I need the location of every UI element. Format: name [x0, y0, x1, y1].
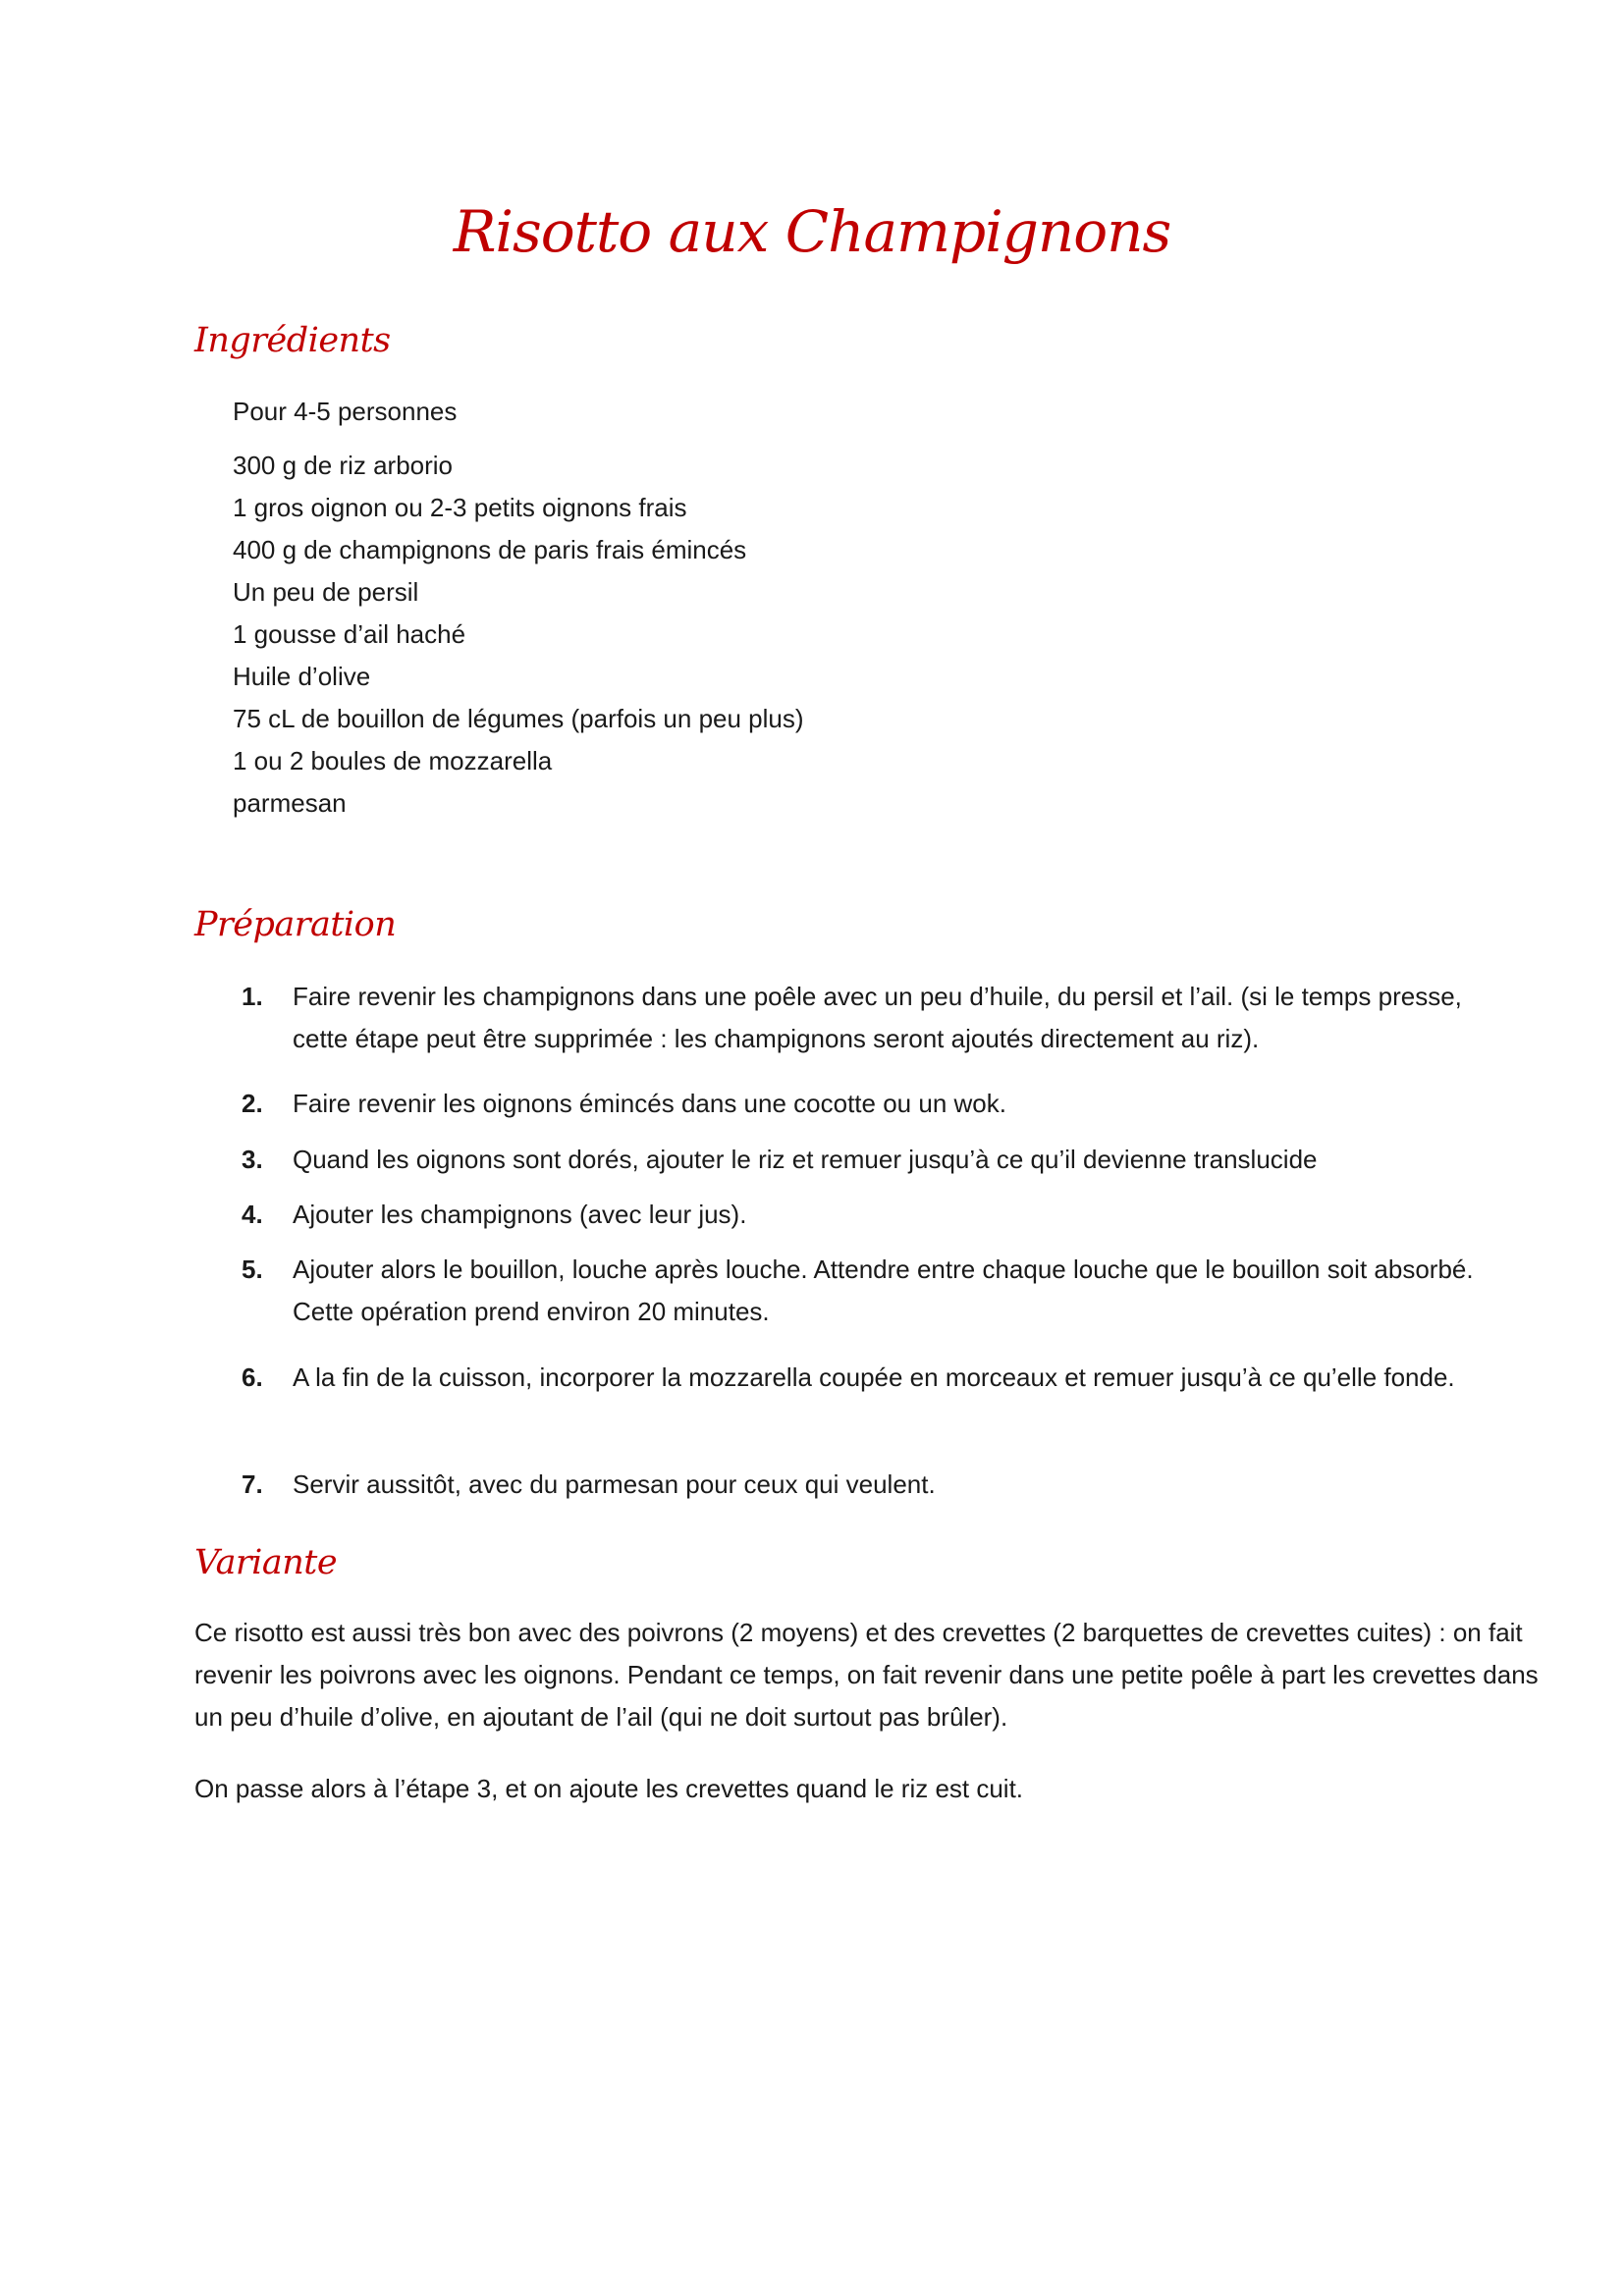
step-number: 7. [242, 1469, 263, 1499]
step-number: 2. [242, 1089, 263, 1118]
step-number: 6. [242, 1362, 263, 1392]
ingredients-heading: Ingrédients [194, 321, 391, 360]
ingredient-item: 1 gros oignon ou 2-3 petits oignons frais [233, 493, 687, 522]
servings-text: Pour 4-5 personnes [233, 397, 458, 426]
variante-heading: Variante [194, 1543, 338, 1582]
ingredient-item: Huile d’olive [233, 662, 371, 691]
ingredient-item: 75 cL de bouillon de légumes (parfois un peu plus) [233, 704, 804, 733]
preparation-heading: Préparation [194, 905, 397, 944]
step-text: A la fin de la cuisson, incorporer la mozzarella coupée en morceaux et remuer jusqu’à ce qu’elle fonde. [293, 1362, 1455, 1392]
step-number: 3. [242, 1145, 263, 1174]
ingredient-item: parmesan [233, 788, 347, 818]
ingredient-item: 400 g de champignons de paris frais émincés [233, 535, 747, 564]
step-number: 4. [242, 1200, 263, 1229]
variante-paragraph: Ce risotto est aussi très bon avec des poivrons (2 moyens) et des crevettes (2 barquettes de crevettes cuites) : on fait revenir les poivrons avec les oignons. Pendant ce temps, on fait revenir dans une petite poêle à part les crevettes dans un peu d’huile d’olive, en ajoutant de l’ail (qui ne doit surtout pas brûler). [194, 1618, 1539, 1732]
recipe-title: Risotto aux Champignons [453, 198, 1171, 265]
step-number: 5. [242, 1255, 263, 1284]
ingredients-list [233, 445, 804, 825]
ingredient-item: 1 ou 2 boules de mozzarella [233, 746, 553, 775]
ingredient-item: Un peu de persil [233, 577, 419, 607]
step-number: 1. [242, 982, 263, 1011]
ingredient-item: 300 g de riz arborio [233, 451, 454, 480]
step-text: Ajouter les champignons (avec leur jus). [293, 1200, 747, 1229]
step-text: Ajouter alors le bouillon, louche après louche. Attendre entre chaque louche que le bouillon soit absorbé. Cette opération prend environ 20 minutes. [293, 1255, 1474, 1326]
variante-paragraph: On passe alors à l’étape 3, et on ajoute les crevettes quand le riz est cuit. [194, 1774, 1024, 1803]
ingredient-item: 1 gousse d’ail haché [233, 619, 466, 649]
step-text: Servir aussitôt, avec du parmesan pour ceux qui veulent. [293, 1469, 936, 1499]
step-text: Quand les oignons sont dorés, ajouter le riz et remuer jusqu’à ce qu’il devienne translucide [293, 1145, 1318, 1174]
step-text: Faire revenir les champignons dans une poêle avec un peu d’huile, du persil et l’ail. (si le temps presse, cette étape peut être supprimée : les champignons seront ajoutés directement au riz). [293, 982, 1462, 1053]
step-text: Faire revenir les oignons émincés dans une cocotte ou un wok. [293, 1089, 1006, 1118]
